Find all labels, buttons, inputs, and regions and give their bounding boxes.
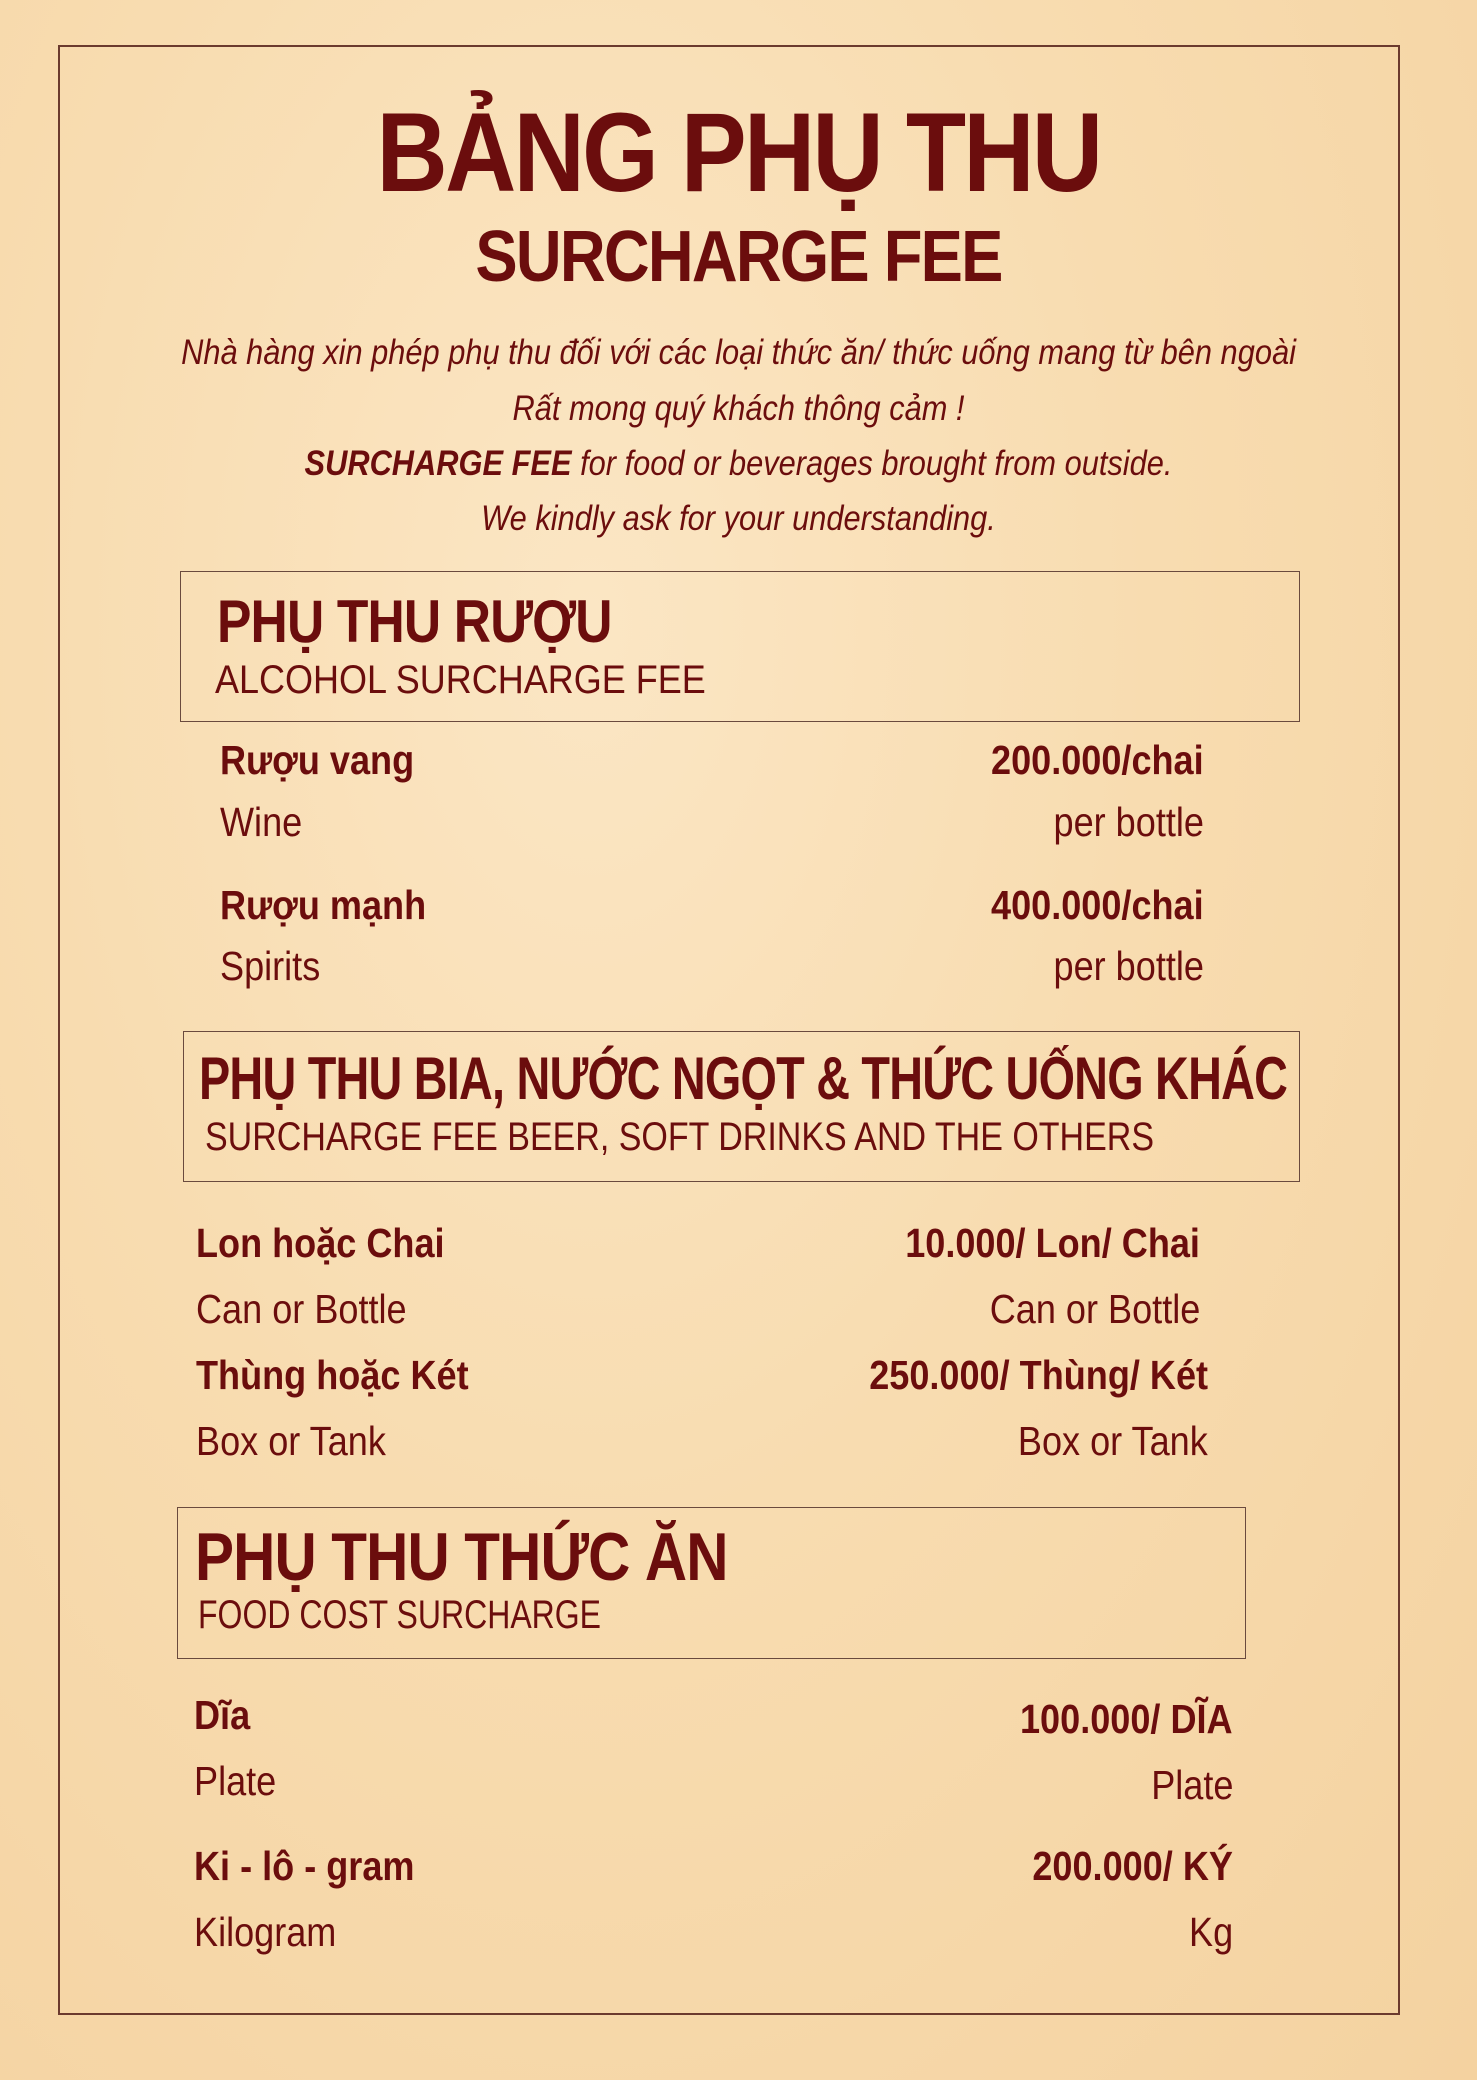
item-spirits-unit: per bottle xyxy=(1053,943,1204,989)
item-box-unit: Box or Tank xyxy=(1018,1418,1208,1464)
section-alcohol-subtitle: ALCOHOL SURCHARGE FEE xyxy=(215,658,706,702)
page-title: BẢNG PHỤ THU xyxy=(376,90,1101,215)
item-spirits-price: 400.000/chai xyxy=(991,882,1204,928)
item-can-unit: Can or Bottle xyxy=(989,1286,1200,1332)
item-kilogram-price: 200.000/ KÝ xyxy=(1032,1843,1233,1889)
section-food-subtitle: FOOD COST SURCHARGE xyxy=(198,1593,601,1637)
intro-line-en-2: We kindly ask for your understanding. xyxy=(481,499,996,538)
item-plate-price: 100.000/ DĨA xyxy=(1020,1696,1233,1742)
item-plate-name-vi: Dĩa xyxy=(194,1692,251,1738)
intro-line-vi-2: Rất mong quý khách thông cảm ! xyxy=(512,389,965,428)
section-drinks-subtitle: SURCHARGE FEE BEER, SOFT DRINKS AND THE OTHERS xyxy=(205,1115,1155,1159)
item-box-name-en: Box or Tank xyxy=(196,1418,386,1464)
item-spirits-name-vi: Rượu mạnh xyxy=(220,882,427,928)
item-box-name-vi: Thùng hoặc Két xyxy=(196,1352,469,1398)
item-kilogram-unit: Kg xyxy=(1188,1909,1233,1955)
intro-line-en-1 xyxy=(89,443,1389,485)
section-alcohol-title: PHỤ THU RƯỢU xyxy=(217,588,612,655)
item-wine-unit: per bottle xyxy=(1053,799,1204,845)
intro-line-vi-1: Nhà hàng xin phép phụ thu đối với các loại thức ăn/ thức uống mang từ bên ngoài xyxy=(181,333,1296,372)
intro-surcharge-label: SURCHARGE FEE xyxy=(304,444,572,483)
item-kilogram-name-vi: Ki - lô - gram xyxy=(194,1843,415,1889)
item-kilogram-name-en: Kilogram xyxy=(194,1909,337,1955)
page-subtitle: SURCHARGE FEE xyxy=(475,217,1002,297)
item-box-price: 250.000/ Thùng/ Két xyxy=(869,1352,1208,1398)
intro-line-en-1-rest: for food or beverages brought from outside. xyxy=(571,444,1173,483)
section-food-title: PHỤ THU THỨC ĂN xyxy=(195,1519,728,1595)
item-wine-name-en: Wine xyxy=(220,799,303,845)
item-can-name-vi: Lon hoặc Chai xyxy=(196,1220,445,1266)
section-drinks-title: PHỤ THU BIA, NƯỚC NGỌT & THỨC UỐNG KHÁC xyxy=(199,1045,1288,1112)
item-wine-name-vi: Rượu vang xyxy=(220,737,415,783)
item-can-price: 10.000/ Lon/ Chai xyxy=(905,1220,1200,1266)
item-can-name-en: Can or Bottle xyxy=(196,1286,407,1332)
item-plate-name-en: Plate xyxy=(194,1758,277,1804)
item-spirits-name-en: Spirits xyxy=(220,943,321,989)
item-plate-unit: Plate xyxy=(1150,1762,1233,1808)
item-wine-price: 200.000/chai xyxy=(991,737,1204,783)
